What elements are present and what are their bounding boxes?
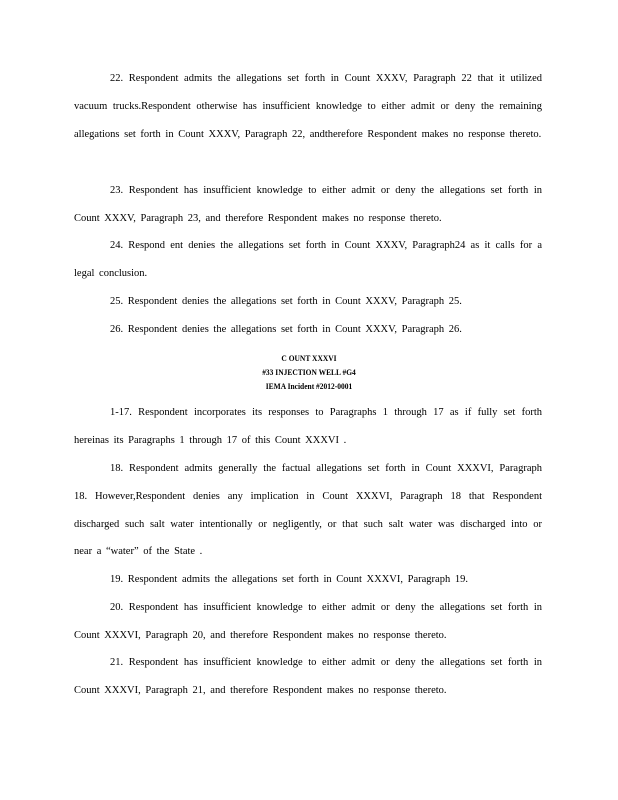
count-heading-title: C OUNT XXXVI (281, 353, 337, 363)
count-heading-incident: IEMA Incident #2012-0001 (265, 381, 353, 391)
paragraph-24: 24. Respond ent denies the allegations set forth in Count XXXV, Paragraph24 as it calls for a legal conclusion. (74, 240, 542, 279)
paragraph-22: 22. Respondent admits the allegations set forth in Count XXXV, Paragraph 22 that it utilized vacuum trucks.Respondent otherwise has insufficient knowledge to either admit or deny the remaining allegations set forth in Count XXXV, Paragraph 22, andtherefore Respondent makes no response thereto. (74, 73, 542, 140)
paragraph-25: 25. Respondent denies the allegations set forth in Count XXXV, Paragraph 25. (110, 296, 462, 307)
paragraph-26: 26. Respondent denies the allegations set forth in Count XXXV, Paragraph 26. (110, 324, 462, 335)
paragraph-20: 20. Respondent has insufficient knowledge to either admit or deny the allegations set forth in Count XXXVI, Paragraph 20, and therefore Respondent makes no response thereto. (74, 602, 542, 641)
paragraph-19: 19. Respondent admits the allegations set forth in Count XXXVI, Paragraph 19. (110, 574, 468, 585)
paragraph-21: 21. Respondent has insufficient knowledge to either admit or deny the allegations set forth in Count XXXVI, Paragraph 21, and therefore Respondent makes no response thereto. (74, 657, 542, 696)
paragraph-1-17: 1-17. Respondent incorporates its responses to Paragraphs 1 through 17 as if fully set forth hereinas its Paragraphs 1 through 17 of this Count XXXVI . (74, 407, 542, 446)
count-heading-subtitle: #33 INJECTION WELL #G4 (262, 367, 356, 377)
paragraph-23: 23. Respondent has insufficient knowledge to either admit or deny the allegations set forth in Count XXXV, Paragraph 23, and therefore Respondent makes no response thereto. (74, 185, 542, 224)
paragraph-18: 18. Respondent admits generally the factual allegations set forth in Count XXXVI, Paragraph 18. However,Respondent denies any implication in Count XXXVI, Paragraph 18 that Respondent discharged such salt water intentionally or negligently, or that such salt water was discharged into or near a “water” of the State . (74, 463, 542, 558)
